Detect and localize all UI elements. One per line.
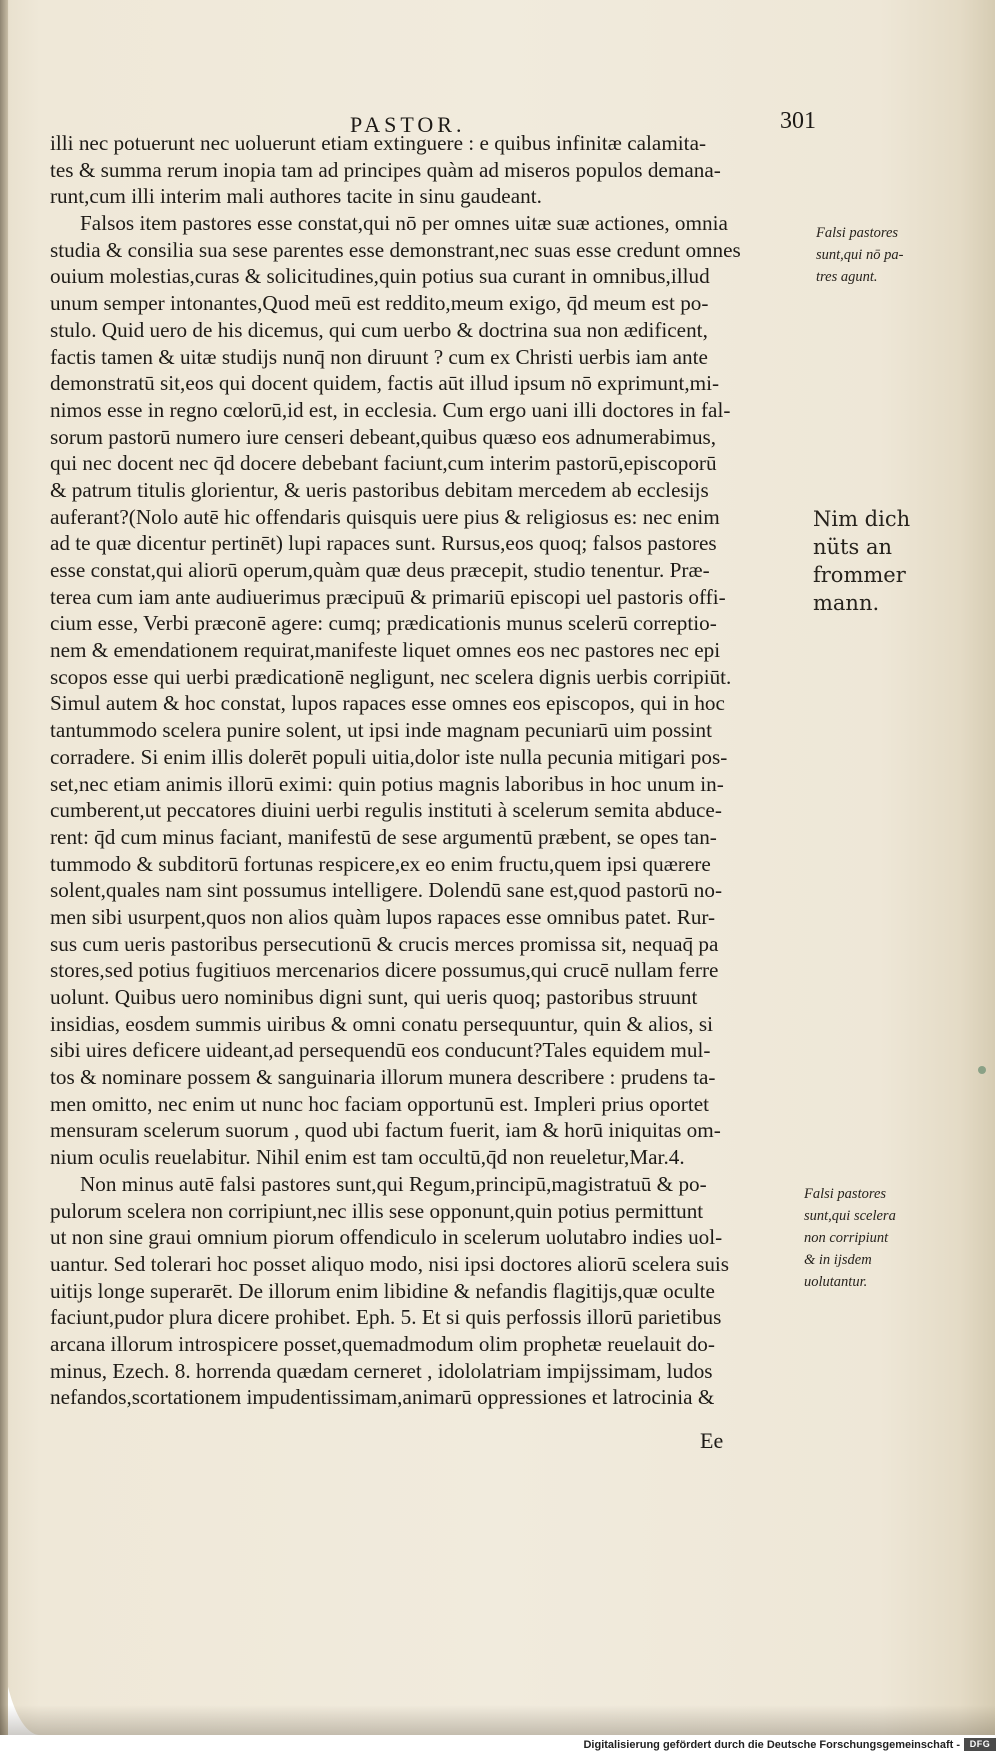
body-text-line: tos & nominare possem & sanguinaria illorum munera describere : prudens ta- xyxy=(50,1065,716,1090)
body-text-line: insidias, eosdem summis uiribus & omni conatu persequuntur, quin & alios, si xyxy=(50,1011,713,1036)
body-text-line: ouium molestias,curas & solicitudines,quin potius sua curant in omnibus,illud xyxy=(50,264,710,289)
body-text-line: men omitto, nec enim ut nunc hoc faciam opportunū est. Impleri prius oportet xyxy=(50,1091,710,1116)
body-text-line: studia & consilia sua sese parentes esse demonstrant,nec suas esse credunt omnes xyxy=(50,237,741,262)
body-text-line: stores,sed potius fugitiuos mercenarios dicere possumus,qui crucē nullam ferre xyxy=(50,958,719,983)
body-text-line: solent,quales nam sint possumus intelligere. Dolendū sane est,quod pastorū no- xyxy=(50,878,723,903)
body-text-line: cumberent,ut peccatores diuini uerbi regulis instituti à scelerum semita abduce- xyxy=(50,798,722,823)
body-text-line: nem & emendationem requirat,manifeste liquet omnes eos nec pastores nec epi xyxy=(50,638,721,663)
body-text-line: rent: q̄d cum minus faciant, manifestū de sese argumentū præbent, se opes tan- xyxy=(50,824,717,849)
margin-note-line: sunt,qui nō pa- xyxy=(816,247,904,263)
margin-note-line: sunt,qui scelera xyxy=(804,1208,896,1224)
body-text-line: mensuram scelerum suorum , quod ubi factum fuerit, iam & horū iniquitas om- xyxy=(50,1118,721,1143)
margin-note-line: non corripiunt xyxy=(804,1230,889,1246)
body-text-line: set,nec etiam animis illorū eximi: quin potius magnis laboribus in hoc unum in- xyxy=(50,771,724,796)
body-text-block xyxy=(50,130,810,1411)
margin-note-line: frommer xyxy=(813,563,906,587)
body-text-line: uitijs longe superarēt. De illorum enim libidine & nefandis flagitijs,quæ oculte xyxy=(50,1278,715,1303)
body-text-line: nium oculis reuelabitur. Nihil enim est tam occultū,q̄d non reueletur,Mar.4. xyxy=(50,1145,685,1170)
body-text-line: demonstratū sit,eos qui docent quidem, factis aūt illud ipsum nō exprimunt,mi- xyxy=(50,371,720,396)
body-text-line: sus cum ueris pastoribus persecutionū & crucis merces promissa sit, nequaq̄ pa xyxy=(50,931,719,956)
running-head: PASTOR. xyxy=(350,112,466,137)
margin-note-handwritten xyxy=(813,505,910,617)
margin-note-false-pastors-sins xyxy=(804,1183,896,1293)
margin-note-line: Falsi pastores xyxy=(816,225,899,241)
body-text-line: nimos esse in regno cœlorū,id est, in ecclesia. Cum ergo uani illi doctores in fal- xyxy=(50,397,731,422)
body-text-line: nefandos,scortationem impudentissimam,animarū oppressiones et latrocinia & xyxy=(50,1385,715,1410)
body-text-line: minus, Ezech. 8. horrenda quædam cerneret , idololatriam impijssimam, ludos xyxy=(50,1358,713,1383)
page-bottom-shadow xyxy=(0,1705,995,1735)
body-text-line: faciunt,pudor plura dicere prohibet. Eph. 5. Et si quis perfossis illorū parietibus xyxy=(50,1305,722,1330)
dfg-logo: DFG xyxy=(964,1738,996,1751)
margin-note-line: uolutantur. xyxy=(804,1274,868,1290)
margin-note-line: Nim dich xyxy=(813,507,911,531)
body-text-line: & patrum titulis glorientur, & ueris pastoribus debitam mercedem ab ecclesijs xyxy=(50,477,709,502)
body-text-line: cium esse, Verbi præconē agere: cumq; prædicationis munus scelerū correptio- xyxy=(50,611,717,636)
margin-note-line: mann. xyxy=(813,591,880,615)
body-text-line: sibi uires deficere uideant,ad persequendū eos conducunt?Tales equidem mul- xyxy=(50,1038,711,1063)
body-text-line: tes & summa rerum inopia tam ad principes quàm ad miseros populos demana- xyxy=(50,157,721,182)
body-text-line: scopos esse qui uerbi prædicationē negligunt, nec scelera dignis uerbis corripiūt. xyxy=(50,664,732,689)
margin-note-line: nüts an xyxy=(813,535,892,559)
body-text-line: uantur. Sed tolerari hoc posset aliquo modo, nisi ipsi doctores aliorū scelera suis xyxy=(50,1251,730,1276)
margin-note-line: tres agunt. xyxy=(816,269,878,285)
body-text-line: unum semper intonantes,Quod meū est reddito,meum exigo, q̄d meum est po- xyxy=(50,291,709,316)
body-text-line: Simul autem & hoc constat, lupos rapaces esse omnes eos episcopos, qui in hoc xyxy=(50,691,725,716)
body-text-line: ut non sine graui omnium piorum offendiculo in scelerum uolutabro indies uol- xyxy=(50,1225,723,1250)
body-text-line: esse constat,qui aliorū operum,quàm quæ deus præcepit, studio tenentur. Præ- xyxy=(50,558,710,582)
margin-note-line: Falsi pastores xyxy=(804,1186,887,1202)
body-text-line: tantummodo scelera punire solent, ut ipsi inde magnam pecuniarū uim possint xyxy=(50,718,712,743)
body-text-line: tummodo & subditorū fortunas respicere,ex eo enim fructu,quem ipsi quærere xyxy=(50,851,711,876)
page-number: 301 xyxy=(780,108,816,134)
body-text-line: Falsos item pastores esse constat,qui nō per omnes uitæ suæ actiones, omnia xyxy=(80,211,728,236)
body-text-line: runt,cum illi interim mali authores tacite in sinu gaudeant. xyxy=(50,184,542,209)
scan-spot-mark xyxy=(978,1066,986,1074)
body-text-line: men sibi usurpent,quos non alios quàm lupos rapaces esse omnibus patet. Rur- xyxy=(50,904,716,929)
page-binding-edge xyxy=(0,0,8,1735)
body-text-line: ad te quæ dicentur pertinēt) lupi rapaces sunt. Rursus,eos quoq; falsos pastores xyxy=(50,531,717,556)
footer-credit: Digitalisierung gefördert durch die Deutsche Forschungsgemeinschaft - xyxy=(583,1739,960,1751)
body-text-line: illi nec potuerunt nec uoluerunt etiam extinguere : e quibus infinitæ calamita- xyxy=(50,131,707,155)
body-text-line: arcana illorum introspicere posset,quemadmodum olim prophetæ reuelauit do- xyxy=(50,1331,715,1356)
body-text-line: factis tamen & uitæ studijs nunq̄ non diruunt ? cum ex Christi uerbis iam ante xyxy=(50,344,708,369)
body-text-line: pulorum scelera non corripiunt,nec illis sese opponunt,quin potius permittunt xyxy=(50,1198,704,1223)
margin-note-false-pastors xyxy=(816,222,903,288)
body-text-line: terea cum iam ante audiuerimus præcipuū & primariū episcopi uel pastoris offi- xyxy=(50,584,726,609)
body-text-line: auferant?(Nolo autē hic offendaris quisquis uere pius & religiosus es: nec enim xyxy=(50,504,720,529)
body-text-line: qui nec docent nec q̄d docere debebant faciunt,cum interim pastorū,episcoporū xyxy=(50,451,717,476)
margin-note-line: & in ijsdem xyxy=(804,1252,872,1268)
body-text-line: uolunt. Quibus uero nominibus digni sunt, qui ueris quoq; pastoribus struunt xyxy=(50,985,698,1009)
body-text-line: stulo. Quid uero de his dicemus, qui cum uerbo & doctrina sua non ædificent, xyxy=(50,317,708,342)
body-text-line: Non minus autē falsi pastores sunt,qui Regum,principū,magistratuū & po- xyxy=(80,1171,707,1196)
body-text-line: corradere. Si enim illis dolerēt populi uitia,dolor iste nulla pecunia mitigari pos- xyxy=(50,744,728,769)
catchword: Ee xyxy=(700,1428,724,1453)
body-text-line: sorum pastorū numero iure censeri debeant,quibus quæso eos adnumerabimus, xyxy=(50,424,717,449)
